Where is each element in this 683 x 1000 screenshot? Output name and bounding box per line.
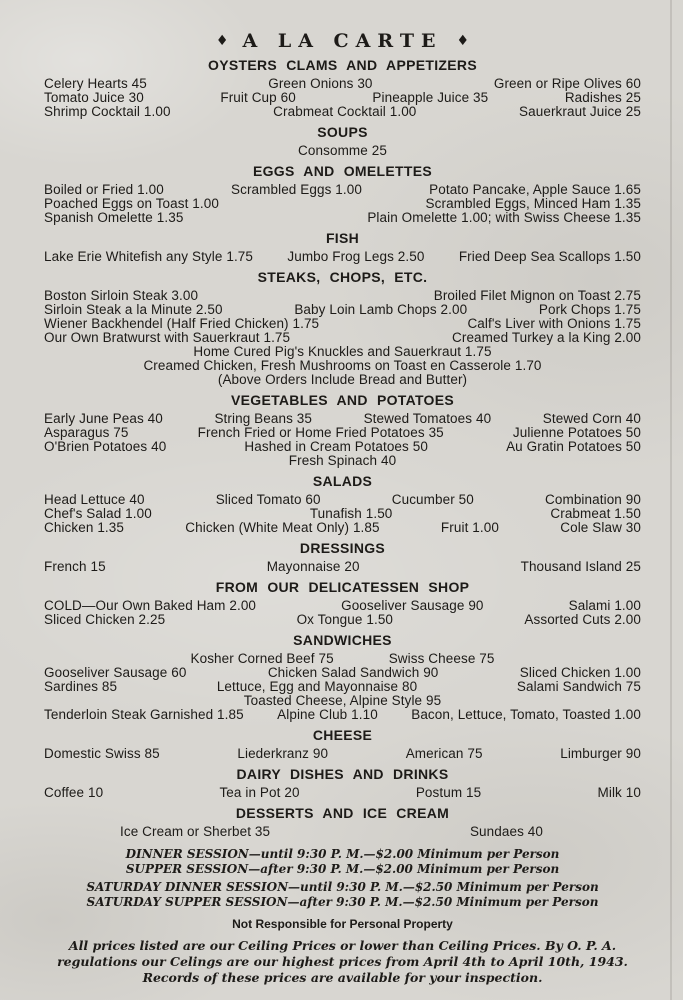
menu-item: Cole Slaw 30: [560, 520, 641, 535]
menu-row: [44, 197, 641, 211]
section-heading: DAIRY DISHES AND DRINKS: [236, 766, 449, 782]
menu-item: Pork Chops 1.75: [538, 302, 641, 317]
menu-item: Early June Peas 40: [44, 411, 163, 426]
menu-item: Kosher Corned Beef 75: [190, 651, 334, 666]
menu-item: Chicken (White Meat Only) 1.85: [185, 520, 380, 535]
menu-item: Chicken Salad Sandwich 90: [267, 665, 439, 680]
menu-row: [44, 507, 641, 521]
menu-item: Bacon, Lettuce, Tomato, Toasted 1.00: [411, 707, 641, 722]
menu-section: [44, 728, 641, 761]
section-heading: SANDWICHES: [293, 632, 392, 648]
menu-item: Stewed Tomatoes 40: [363, 411, 492, 426]
menu-sections: [44, 58, 641, 839]
menu-item: Crabmeat Cocktail 1.00: [273, 104, 417, 119]
menu-row: [44, 359, 641, 373]
menu-section: [44, 806, 641, 839]
menu-item: Radishes 25: [564, 90, 641, 105]
menu-item: Toasted Cheese, Alpine Style 95: [243, 693, 442, 708]
session-line: SATURDAY DINNER SESSION—until 9:30 P. M.—$2.50 Minimum per Person: [86, 880, 599, 894]
menu-item: Sliced Tomato 60: [215, 492, 321, 507]
menu-item: Sliced Chicken 1.00: [519, 665, 641, 680]
menu-section: [44, 767, 641, 800]
menu-item: Hashed in Cream Potatoes 50: [244, 439, 428, 454]
menu-item: Plain Omelette 1.00; with Swiss Cheese 1.35: [367, 210, 641, 225]
menu-item: Au Gratin Potatoes 50: [506, 439, 641, 454]
menu-item: Swiss Cheese 75: [388, 651, 495, 666]
menu-row: [44, 426, 641, 440]
menu-section: [44, 393, 641, 468]
menu-row: [44, 317, 641, 331]
menu-row: [44, 666, 641, 680]
diamond-bullet-left-icon: ♦: [215, 33, 229, 49]
menu-row: [44, 747, 641, 761]
menu-row: [44, 786, 641, 800]
menu-row: [44, 613, 641, 627]
menu-row: [44, 599, 641, 613]
section-heading: FISH: [325, 230, 360, 246]
menu-item: Cucumber 50: [391, 492, 474, 507]
menu-row: [44, 708, 641, 722]
menu-item: Sardines 85: [44, 679, 118, 694]
menu-item: Jumbo Frog Legs 2.50: [287, 249, 425, 264]
page-title-text: A LA CARTE: [242, 30, 443, 52]
menu-section: [44, 164, 641, 225]
menu-row: [44, 250, 641, 264]
menu-row: [44, 493, 641, 507]
menu-item: Sundaes 40: [469, 824, 543, 839]
menu-item: Combination 90: [545, 492, 641, 507]
menu-item: Gooseliver Sausage 90: [341, 598, 484, 613]
menu-item: Poached Eggs on Toast 1.00: [44, 196, 219, 211]
menu-item: Tenderloin Steak Garnished 1.85: [44, 707, 244, 722]
menu-item: Lake Erie Whitefish any Style 1.75: [44, 249, 254, 264]
menu-item: Scrambled Eggs, Minced Ham 1.35: [425, 196, 641, 211]
menu-row: [44, 440, 641, 454]
menu-section: [44, 633, 641, 722]
diamond-bullet-right-icon: ♦: [456, 33, 470, 49]
menu-item: Chicken 1.35: [44, 520, 124, 535]
page-title: [44, 30, 641, 52]
menu-row: [44, 77, 641, 91]
menu-row: [44, 144, 641, 158]
menu-row: [44, 303, 641, 317]
menu-item: Ox Tongue 1.50: [296, 612, 394, 627]
menu-item: French Fried or Home Fried Potatoes 35: [197, 425, 444, 440]
menu-section: [44, 58, 641, 119]
menu-item: Milk 10: [597, 785, 641, 800]
menu-item: Tea in Pot 20: [219, 785, 300, 800]
menu-item: Gooseliver Sausage 60: [44, 665, 187, 680]
menu-item: Sliced Chicken 2.25: [44, 612, 166, 627]
menu-item: Potato Pancake, Apple Sauce 1.65: [429, 182, 641, 197]
menu-item: Tomato Juice 30: [44, 90, 144, 105]
menu-item: Thousand Island 25: [520, 559, 641, 574]
menu-item: Julienne Potatoes 50: [512, 425, 641, 440]
section-heading: OYSTERS CLAMS AND APPETIZERS: [208, 57, 477, 73]
section-heading: CHEESE: [312, 727, 373, 743]
session-info: [44, 847, 641, 910]
menu-section: [44, 474, 641, 535]
section-heading: EGGS AND OMELETTES: [252, 163, 432, 179]
menu-item: Celery Hearts 45: [44, 76, 147, 91]
section-heading: STEAKS, CHOPS, ETC.: [257, 269, 428, 285]
menu-item: Postum 15: [415, 785, 482, 800]
menu-row: [44, 373, 641, 387]
menu-item: Salami 1.00: [568, 598, 641, 613]
menu-item: Shrimp Cocktail 1.00: [44, 104, 171, 119]
section-heading: DESSERTS AND ICE CREAM: [235, 805, 450, 821]
menu-section: [44, 231, 641, 264]
menu-item: Creamed Turkey a la King 2.00: [452, 330, 641, 345]
menu-item: Fruit Cup 60: [220, 90, 296, 105]
menu-section: [44, 541, 641, 574]
session-line: SATURDAY SUPPER SESSION—after 9:30 P. M.—$2.50 Minimum per Person: [86, 895, 599, 909]
menu-row: [44, 289, 641, 303]
menu-section: [44, 270, 641, 387]
menu-item: Pineapple Juice 35: [372, 90, 489, 105]
menu-section: [44, 125, 641, 158]
menu-item: Domestic Swiss 85: [44, 746, 160, 761]
menu-item: Ice Cream or Sherbet 35: [120, 824, 271, 839]
section-heading: SOUPS: [317, 124, 368, 140]
menu-row: [44, 412, 641, 426]
menu-row: [44, 345, 641, 359]
opa-price-notice: All prices listed are our Ceiling Prices or lower than Ceiling Prices. By O. P. A. regulations our Celings are our highest prices from April 4th to April 10th, 1943. Records of these prices are available for your inspection.: [57, 938, 628, 985]
menu-item: Our Own Bratwurst with Sauerkraut 1.75: [44, 330, 291, 345]
menu-item: Spanish Omelette 1.35: [44, 210, 184, 225]
menu-item: String Beans 35: [214, 411, 312, 426]
menu-item: Scrambled Eggs 1.00: [230, 182, 362, 197]
menu-row: [44, 454, 641, 468]
menu-item: COLD—Our Own Baked Ham 2.00: [44, 598, 257, 613]
menu-row: [44, 652, 641, 666]
section-heading: SALADS: [312, 473, 373, 489]
menu-item: Limburger 90: [560, 746, 641, 761]
menu-row: [44, 680, 641, 694]
menu-row: [44, 521, 641, 535]
menu-item: Assorted Cuts 2.00: [524, 612, 641, 627]
menu-row: [44, 105, 641, 119]
menu-item: Creamed Chicken, Fresh Mushrooms on Toast en Casserole 1.70: [143, 358, 542, 373]
menu-item: Fruit 1.00: [440, 520, 499, 535]
menu-item: French 15: [44, 559, 106, 574]
menu-row: [44, 211, 641, 225]
menu-row: [44, 825, 641, 839]
menu-item: Fresh Spinach 40: [288, 453, 397, 468]
property-notice: Not Responsible for Personal Property: [232, 917, 453, 931]
menu-item: Boston Sirloin Steak 3.00: [44, 288, 199, 303]
menu-item: Mayonnaise 20: [266, 559, 360, 574]
menu-item: Tunafish 1.50: [309, 506, 393, 521]
menu-section: [44, 580, 641, 627]
menu-item: Coffee 10: [44, 785, 104, 800]
menu-row: [44, 91, 641, 105]
menu-item: Fried Deep Sea Scallops 1.50: [458, 249, 641, 264]
menu-item: Green Onions 30: [268, 76, 373, 91]
menu-item: Liederkranz 90: [237, 746, 329, 761]
menu-item: Stewed Corn 40: [542, 411, 641, 426]
menu-item: Boiled or Fried 1.00: [44, 182, 164, 197]
menu-item: Home Cured Pig's Knuckles and Sauerkraut 1.75: [193, 344, 492, 359]
menu-row: [44, 694, 641, 708]
menu-item: Alpine Club 1.10: [277, 707, 378, 722]
menu-item: Broiled Filet Mignon on Toast 2.75: [433, 288, 641, 303]
menu-row: [44, 183, 641, 197]
menu-item: (Above Orders Include Bread and Butter): [217, 372, 468, 387]
menu-item: Baby Loin Lamb Chops 2.00: [294, 302, 468, 317]
menu-item: Green or Ripe Olives 60: [493, 76, 641, 91]
menu-item: Calf's Liver with Onions 1.75: [467, 316, 641, 331]
menu-item: Head Lettuce 40: [44, 492, 145, 507]
session-line: SUPPER SESSION—after 9:30 P. M.—$2.00 Minimum per Person: [125, 862, 560, 876]
menu-item: Chef's Salad 1.00: [44, 506, 152, 521]
section-heading: FROM OUR DELICATESSEN SHOP: [215, 579, 470, 595]
menu-item: Wiener Backhendel (Half Fried Chicken) 1.75: [44, 316, 320, 331]
menu-item: Salami Sandwich 75: [516, 679, 641, 694]
menu-item: O'Brien Potatoes 40: [44, 439, 167, 454]
menu-item: Consomme 25: [298, 143, 387, 158]
menu-row: [44, 331, 641, 345]
menu-item: Crabmeat 1.50: [550, 506, 641, 521]
section-heading: DRESSINGS: [299, 540, 386, 556]
session-line: DINNER SESSION—until 9:30 P. M.—$2.00 Minimum per Person: [125, 847, 560, 861]
menu-row: [44, 560, 641, 574]
section-heading: VEGETABLES AND POTATOES: [230, 392, 455, 408]
menu-item: Lettuce, Egg and Mayonnaise 80: [216, 679, 418, 694]
menu-item: American 75: [405, 746, 483, 761]
menu-item: Asparagus 75: [44, 425, 129, 440]
menu-item: Sauerkraut Juice 25: [519, 104, 641, 119]
menu-item: Sirloin Steak a la Minute 2.50: [44, 302, 223, 317]
